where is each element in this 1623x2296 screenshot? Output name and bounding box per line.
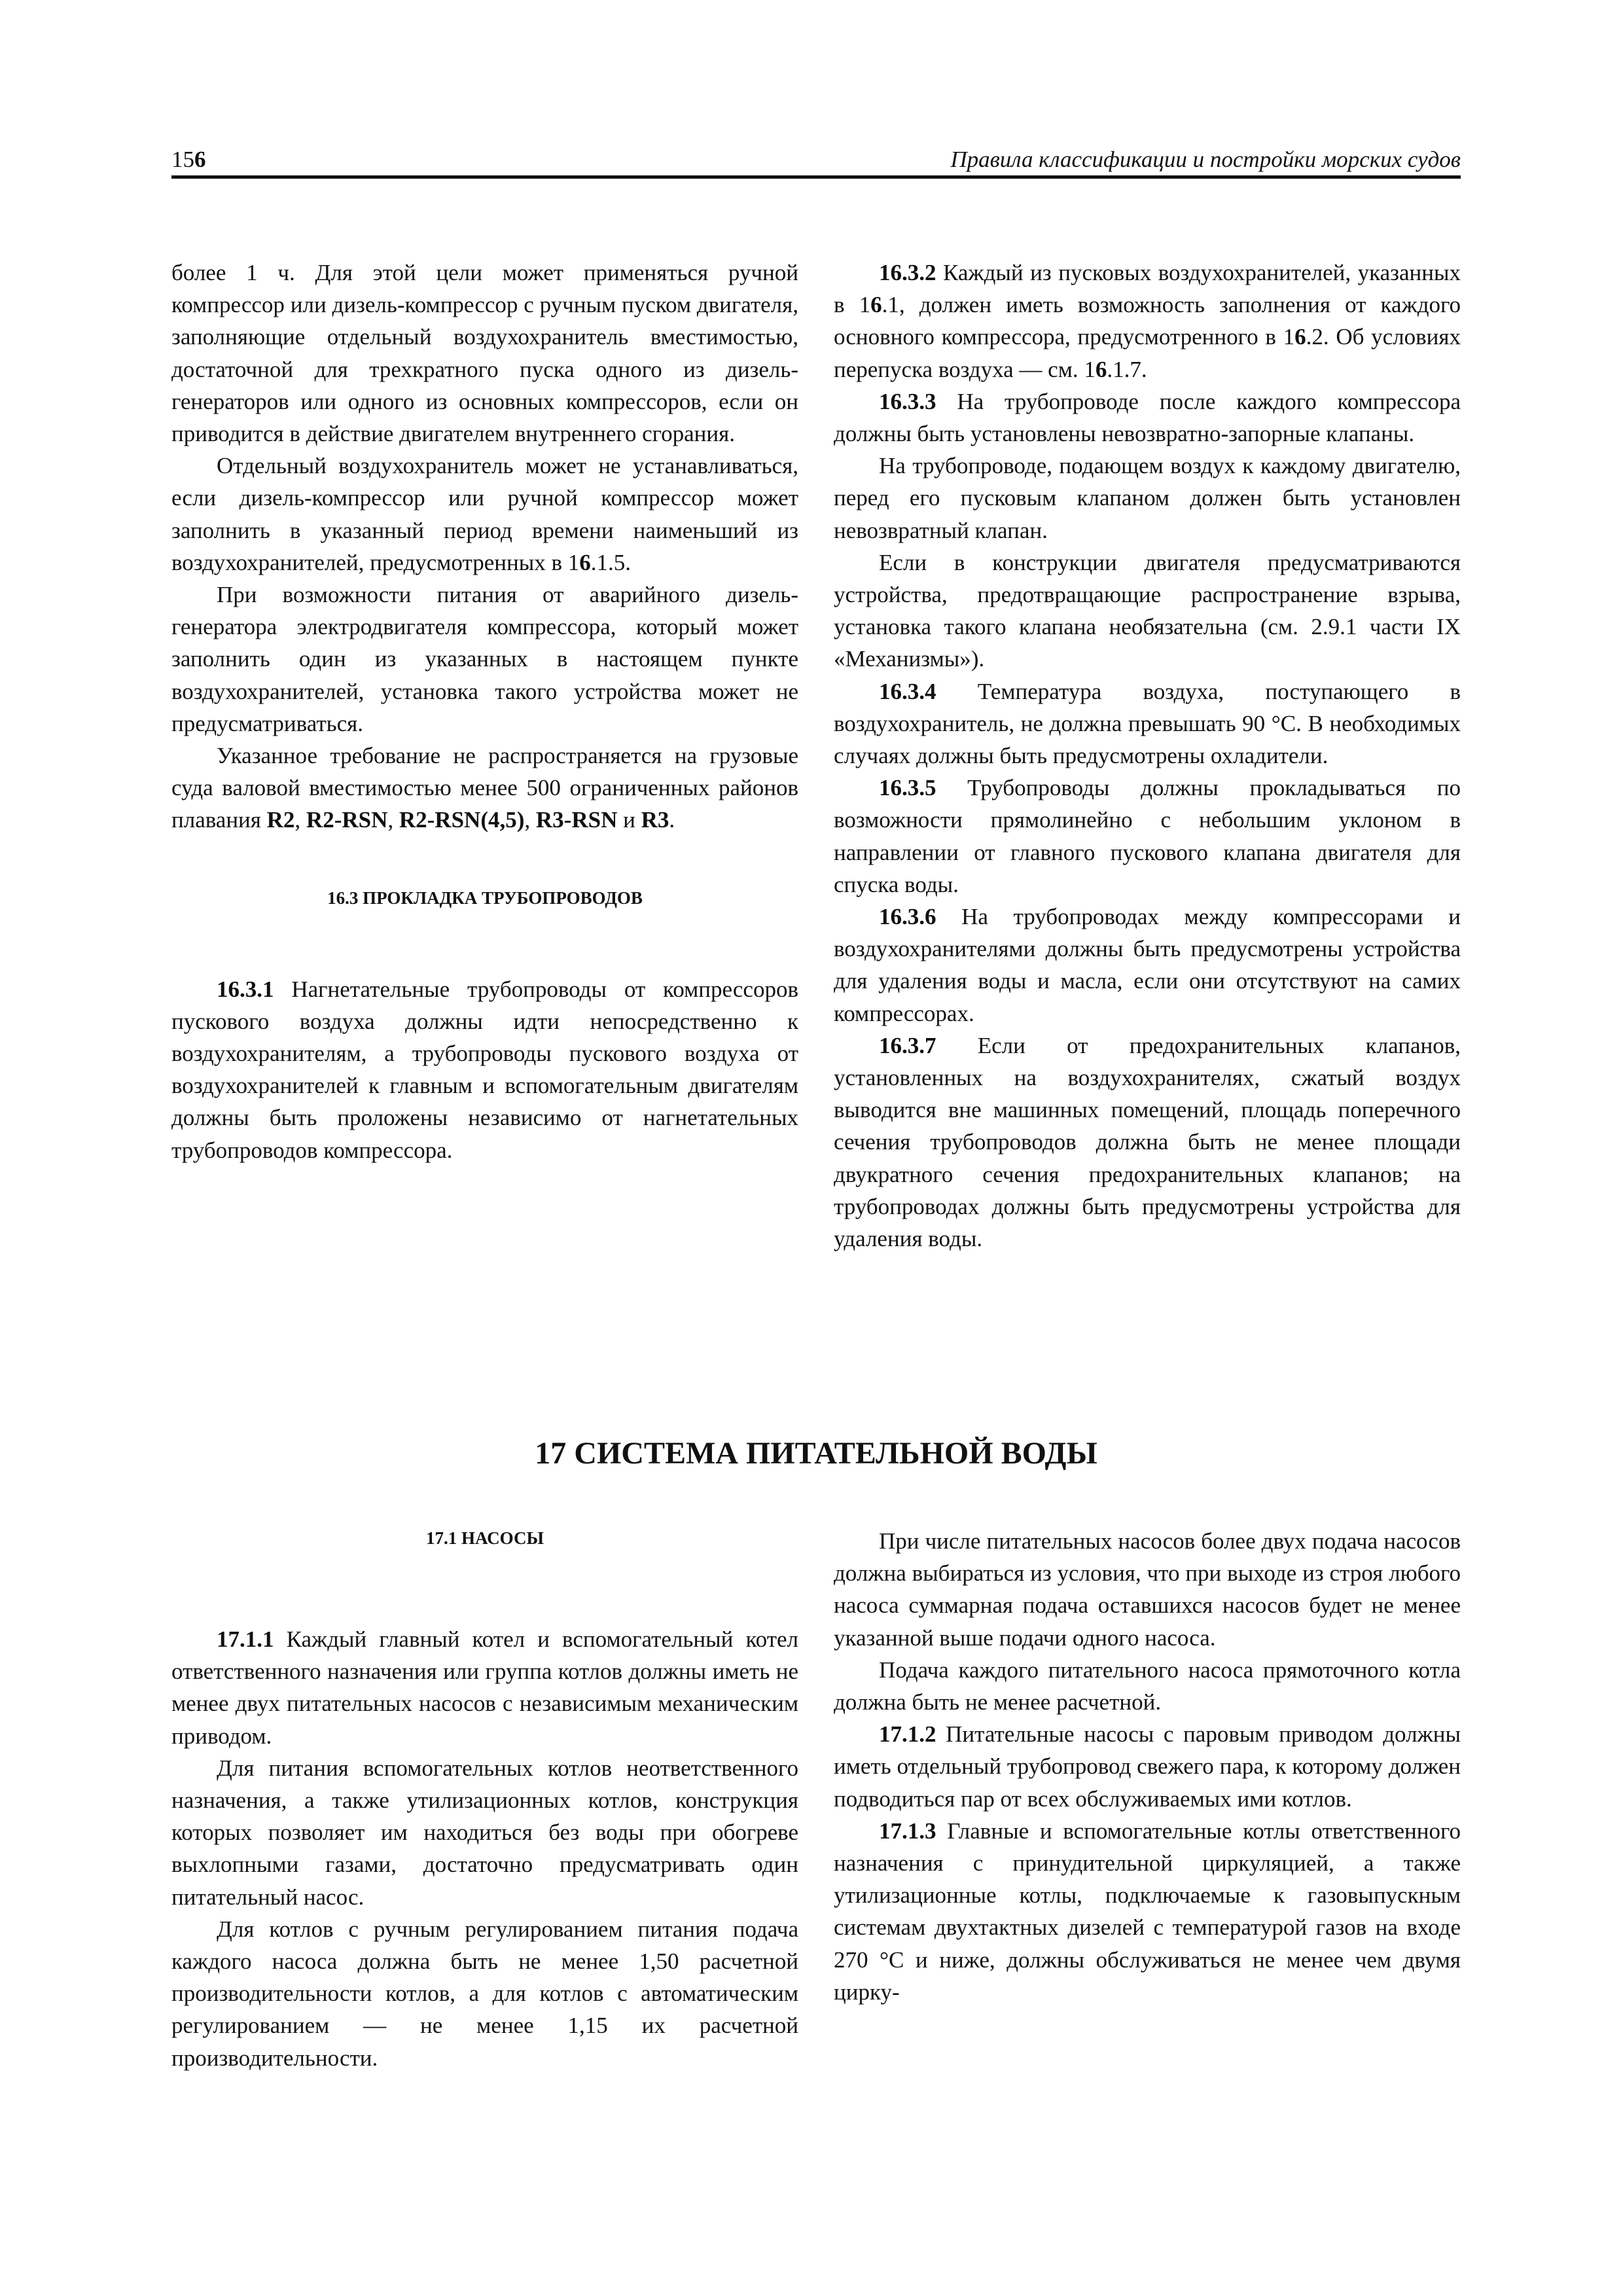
paragraph-more-than-two-pumps: При числе питательных насосов более двух подача насосов должна выбираться из условия, что при выходе из строя любого насоса суммарная подача оставшихся насосов будет не менее указанной выше подачи одного насоса.: [834, 1528, 1461, 1651]
clause-16-3-2: 16.3.2 Каждый из пусковых воздухохранителей, указанных в 16.1, должен иметь возможность заполнения от каждого основного компрессора, предусмотренного в 16.2. Об условиях перепуска воздуха — см. 16.1.7.: [834, 260, 1461, 382]
right-column-top: [834, 257, 1461, 1255]
paragraph-cargo-ships: Указанное требование не распространяется на грузовые суда валовой вместимостью менее 500 ограниченных районов плавания R2, R2-RSN, R2-RSN(4,5), R3-RSN и R3.: [171, 743, 798, 833]
clause-17-1-2: 17.1.2 Питательные насосы с паровым приводом должны иметь отдельный трубопровод свежего пара, к которому должен подводиться пар от всех обслуживаемых ими котлов.: [834, 1721, 1461, 1812]
header-rule: [171, 175, 1461, 179]
left-column-top: [171, 257, 798, 1166]
left-column-bottom: [171, 1525, 798, 2074]
clause-16-3-7: 16.3.7 Если от предохранительных клапанов, установленных на воздухохранителях, сжатый воздух выводится вне машинных помещений, площадь поперечного сечения трубопроводов должна быть не менее площади двукратного сечения предохранительных клапанов; на трубопроводах должны быть предусмотрены устройства для удаления воды.: [834, 1032, 1461, 1252]
clause-16-3-1: 16.3.1 Нагнетательные трубопроводы от компрессоров пускового воздуха должны идти непосредственно к воздухохранителям, а трубопроводы пускового воздуха от воздухохранителей к главным и вспомогательным двигателям должны быть проложены независимо от нагнетательных трубопроводов компрессора.: [171, 976, 798, 1163]
paragraph-explosion-devices: Если в конструкции двигателя предусматриваются устройства, предотвращающие распространение взрыва, установка такого клапана необязательна (см. 2.9.1 части IX «Механизмы»).: [834, 549, 1461, 672]
paragraph-continued: более 1 ч. Для этой цели может применяться ручной компрессор или дизель-компрессор с ручным пуском двигателя, заполняющие отдельный воздухохранитель вместимостью, достаточной для трехкратного пуска одного из дизель-генераторов или одного из основных компрессоров, если он приводится в действие двигателем внутреннего сгорания.: [171, 260, 798, 447]
page-number-digits: 15: [171, 147, 194, 172]
running-title: Правила классификации и постройки морских судов: [950, 147, 1461, 172]
clause-16-3-3: 16.3.3 На трубопроводе после каждого компрессора должны быть установлены невозвратно-запорные клапаны.: [834, 388, 1461, 447]
clause-16-3-4: 16.3.4 Температура воздуха, поступающего в воздухохранитель, не должна превышать 90 °С. В необходимых случаях должны быть предусмотрены охладители.: [834, 678, 1461, 769]
section-heading-16-3: 16.3 ПРОКЛАДКА ТРУБОПРОВОДОВ: [327, 888, 643, 908]
paragraph-separate-receiver: Отдельный воздухохранитель может не устанавливаться, если дизель-компрессор или ручной компрессор может заполнить в указанный период времени наименьший из воздухохранителей, предусмотренных в 16.1.5.: [171, 453, 798, 575]
chapter-17-title: 17 СИСТЕМА ПИТАТЕЛЬНОЙ ВОДЫ: [535, 1436, 1097, 1471]
paragraph-manual-regulation: Для котлов с ручным регулированием питания подача каждого насоса должна быть не менее 1,50 расчетной производительности котлов, а для котлов с автоматическим регулированием — не менее 1,15 их расчетной производительности.: [171, 1916, 798, 2071]
clause-16-3-6: 16.3.6 На трубопроводах между компрессорами и воздухохранителями должны быть предусмотрены устройства для удаления воды и масла, если они отсутствуют на самих компрессорах.: [834, 904, 1461, 1026]
paragraph-non-return-valve: На трубопроводе, подающем воздух к каждому двигателю, перед его пусковым клапаном должен быть установлен невозвратный клапан.: [834, 453, 1461, 543]
clause-16-3-5: 16.3.5 Трубопроводы должны прокладываться по возможности прямолинейно с небольшим уклоном в направлении от главного пускового клапана двигателя для спуска воды.: [834, 775, 1461, 897]
clause-17-1-3: 17.1.3 Главные и вспомогательные котлы ответственного назначения с принудительной циркуляцией, а также утилизационные котлы, подключаемые к газовыпускным системам двухтактных дизелей с температурой газов на входе 270 °С и ниже, должны обслуживаться не менее чем двумя цирку-: [834, 1818, 1461, 2005]
section-heading-17-1: 17.1 НАСОСЫ: [426, 1528, 544, 1548]
paragraph-auxiliary-boilers: Для питания вспомогательных котлов неответственного назначения, а также утилизационных котлов, конструкция которых позволяет им находиться без воды при обогреве выхлопными газами, достаточно предусматривать один питательный насос.: [171, 1755, 798, 1910]
page-number-bold-digit: 6: [194, 147, 206, 172]
page-number: [171, 145, 206, 174]
clause-17-1-1: 17.1.1 Каждый главный котел и вспомогательный котел ответственного назначения или группа котлов должны иметь не менее двух питательных насосов с независимым механическим приводом.: [171, 1626, 798, 1749]
right-column-bottom: [834, 1525, 1461, 2008]
paragraph-emergency-generator: При возможности питания от аварийного дизель-генератора электродвигателя компрессора, который может заполнить один из указанных в настоящем пункте воздухохранителей, установка такого устройства может не предусматриваться.: [171, 582, 798, 736]
paragraph-once-through-boiler: Подача каждого питательного насоса прямоточного котла должна быть не менее расчетной.: [834, 1657, 1461, 1715]
page-header: [171, 145, 1461, 179]
